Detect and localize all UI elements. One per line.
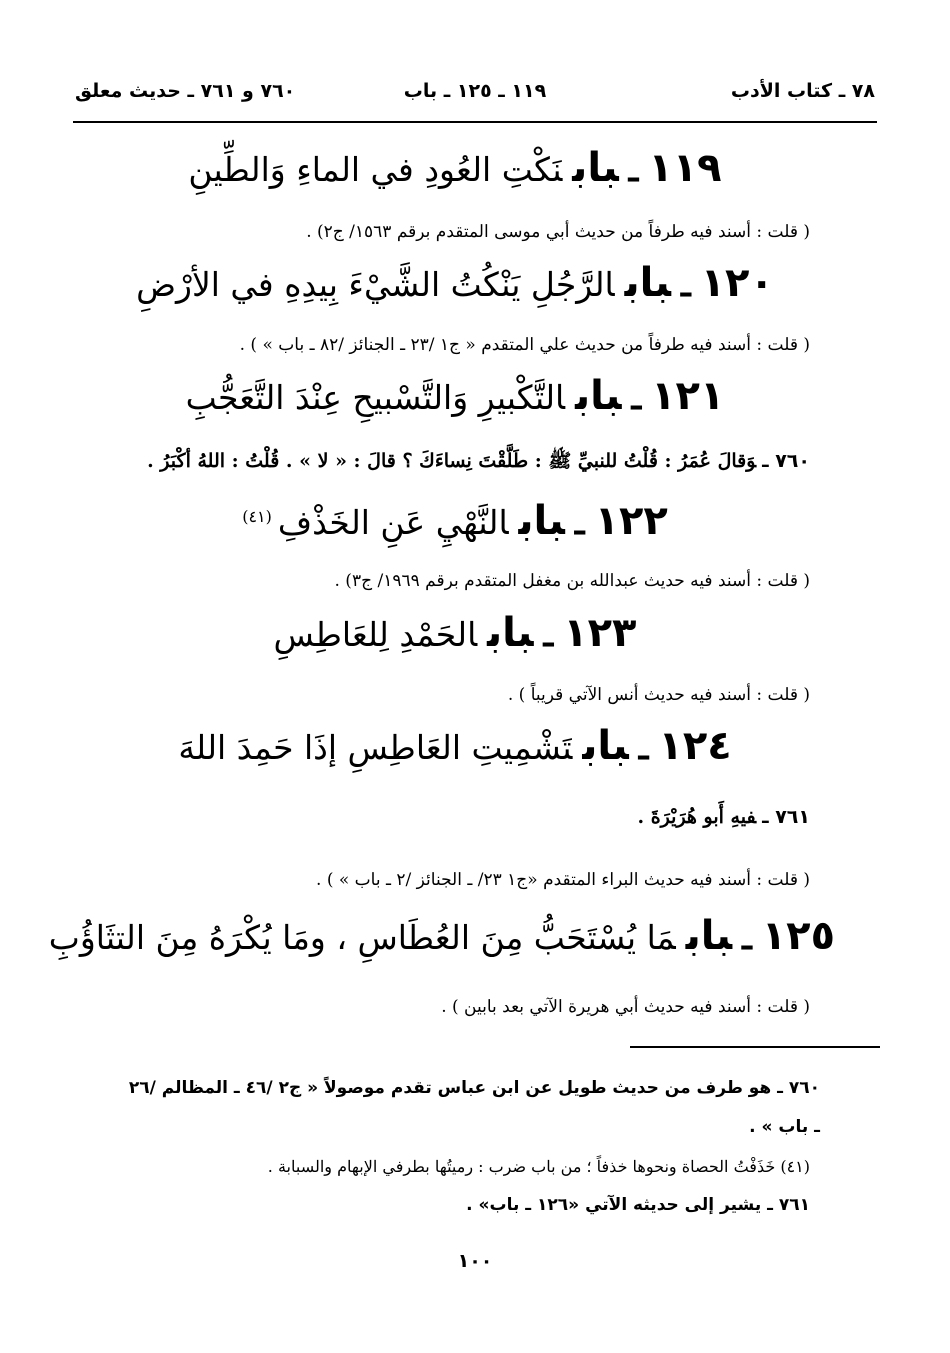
chapter-number: ١٢٢	[594, 498, 668, 544]
chapter-bab-word: باب	[575, 373, 622, 419]
chapter-note-120: ( قلت : أسند فيه طرفاً من حديث علي المتقدم « ج١ /٢٣ ـ الجنائز /٨٢ ـ باب » ) .	[239, 335, 810, 355]
chapter-number: ١٢٣	[563, 610, 637, 656]
header-rule	[73, 121, 877, 123]
chapter-title: الحَمْدِ لِلعَاطِسِ	[273, 615, 478, 654]
chapter-title: تَشْمِيتِ العَاطِسِ إذَا حَمِدَ اللهَ	[178, 728, 573, 767]
chapter-number: ١١٩	[648, 145, 722, 191]
chapter-bab-word: باب	[624, 260, 671, 306]
chapter-note-119: ( قلت : أسند فيه طرفاً من حديث أبي موسى المتقدم برقم ١٥٦٣/ ج٢) .	[306, 222, 810, 242]
chapter-heading-125: ١٢٥ـبابمَا يُسْتَحَبُّ مِنَ العُطَاسِ ، ومَا يُكْرَهُ مِنَ التثَاؤُبِ	[48, 913, 835, 959]
chapter-heading-122: ١٢٢ـبابالنَّهْيِ عَنِ الخَذْفِ$^{(٤١)}$	[242, 498, 668, 544]
chapter-heading-119: ١١٩ـبابنَكْتِ العُودِ في الماءِ وَالطِّينِ	[188, 145, 722, 191]
chapter-bab-word: باب	[572, 145, 619, 191]
chapter-title: مَا يُسْتَحَبُّ مِنَ العُطَاسِ ، ومَا يُكْرَهُ مِنَ التثَاؤُبِ	[48, 918, 676, 957]
chapter-bab-word: باب	[582, 723, 629, 769]
chapter-title: النَّهْيِ عَنِ الخَذْفِ	[277, 503, 509, 542]
chapter-note-125: ( قلت : أسند فيه حديث أبي هريرة الآتي بعد بابين ) .	[441, 997, 810, 1017]
chapter-note-123: ( قلت : أسند فيه حديث أنس الآتي قريباً ) .	[507, 685, 810, 705]
chapter-number: ١٢١	[651, 373, 725, 419]
footnote-761: ٧٦١ ـ يشير إلى حديثه الآتي «١٢٦ ـ باب» .	[466, 1195, 810, 1215]
chapter-title: التَّكْبيرِ وَالتَّسْبيحِ عِنْدَ التَّعَجُّبِ	[185, 378, 566, 417]
chapter-number: ١٢٤	[658, 723, 732, 769]
chapter-heading-123: ١٢٣ـبابالحَمْدِ لِلعَاطِسِ	[273, 610, 637, 656]
chapter-title: الرَّجُلِ يَنْكُتُ الشَّيْءَ بِيدِهِ في الأرْضِ	[136, 265, 615, 304]
chapter-bab-word: باب	[518, 498, 565, 544]
hadith-760	[75, 446, 810, 476]
chapter-bab-word: باب	[685, 913, 733, 959]
chapter-title: نَكْتِ العُودِ في الماءِ وَالطِّينِ	[188, 150, 563, 189]
chapter-bab-word: باب	[487, 610, 534, 656]
hadith-number: ٧٦١ ـ	[762, 806, 810, 828]
hadith-761	[75, 802, 810, 832]
chapter-heading-120: ١٢٠ـبابالرَّجُلِ يَنْكُتُ الشَّيْءَ بِيدِهِ في الأرْضِ	[136, 260, 774, 306]
chapter-heading-121: ١٢١ـبابالتَّكْبيرِ وَالتَّسْبيحِ عِنْدَ التَّعَجُّبِ	[185, 373, 725, 419]
chapter-note-124: ( قلت : أسند فيه حديث البراء المتقدم «ج١ ٢٣/ ـ الجنائز /٢ ـ باب » ) .	[316, 870, 810, 890]
chapter-number: ١٢٥	[761, 913, 835, 959]
chapter-heading-124: ١٢٤ـبابتَشْمِيتِ العَاطِسِ إذَا حَمِدَ اللهَ	[178, 723, 732, 769]
footnote-760-line-1: ٧٦٠ ـ هو طرف من حديث طويل عن ابن عباس تقدم موصولاً « ج٢ /٤٦ ـ المظالم /٢٦	[128, 1078, 820, 1098]
footnote-760-line-2: ـ باب » .	[749, 1117, 820, 1137]
hadith-number: ٧٦٠ ـ	[762, 450, 810, 472]
hadith-text: فيهِ أَبو هُرَيْرَةَ .	[637, 806, 757, 828]
chapter-number: ١٢٠	[700, 260, 774, 306]
running-head-book-title: ٧٨ ـ كتاب الأدب	[730, 80, 875, 102]
footnote-marker: (٤١)	[242, 507, 272, 526]
footnote-separator	[630, 1046, 880, 1048]
hadith-text: وَقالَ عُمَرُ : قُلْتُ للنبيِّ ﷺ : طَلَّقْتَ نِساءَكَ ؟ قالَ : « لا » . قُلْتُ : اللهُ أكْبَرُ .	[147, 450, 757, 472]
chapter-note-122: ( قلت : أسند فيه حديث عبدالله بن مغفل المتقدم برقم ١٩٦٩/ ج٣) .	[334, 571, 810, 591]
running-head-chapter-range: ١١٩ ـ ١٢٥ ـ باب	[403, 80, 547, 102]
footnote-41: (٤١) خَذَفْتُ الحصاة ونحوها خذفاً ؛ من باب ضرب : رميتُها بطرفي الإبهام والسبابة .	[267, 1157, 810, 1176]
page-number: ١٠٠	[457, 1250, 493, 1272]
running-head-hadith-range: ٧٦٠ و ٧٦١ ـ حديث معلق	[75, 80, 296, 102]
running-head	[75, 80, 875, 114]
